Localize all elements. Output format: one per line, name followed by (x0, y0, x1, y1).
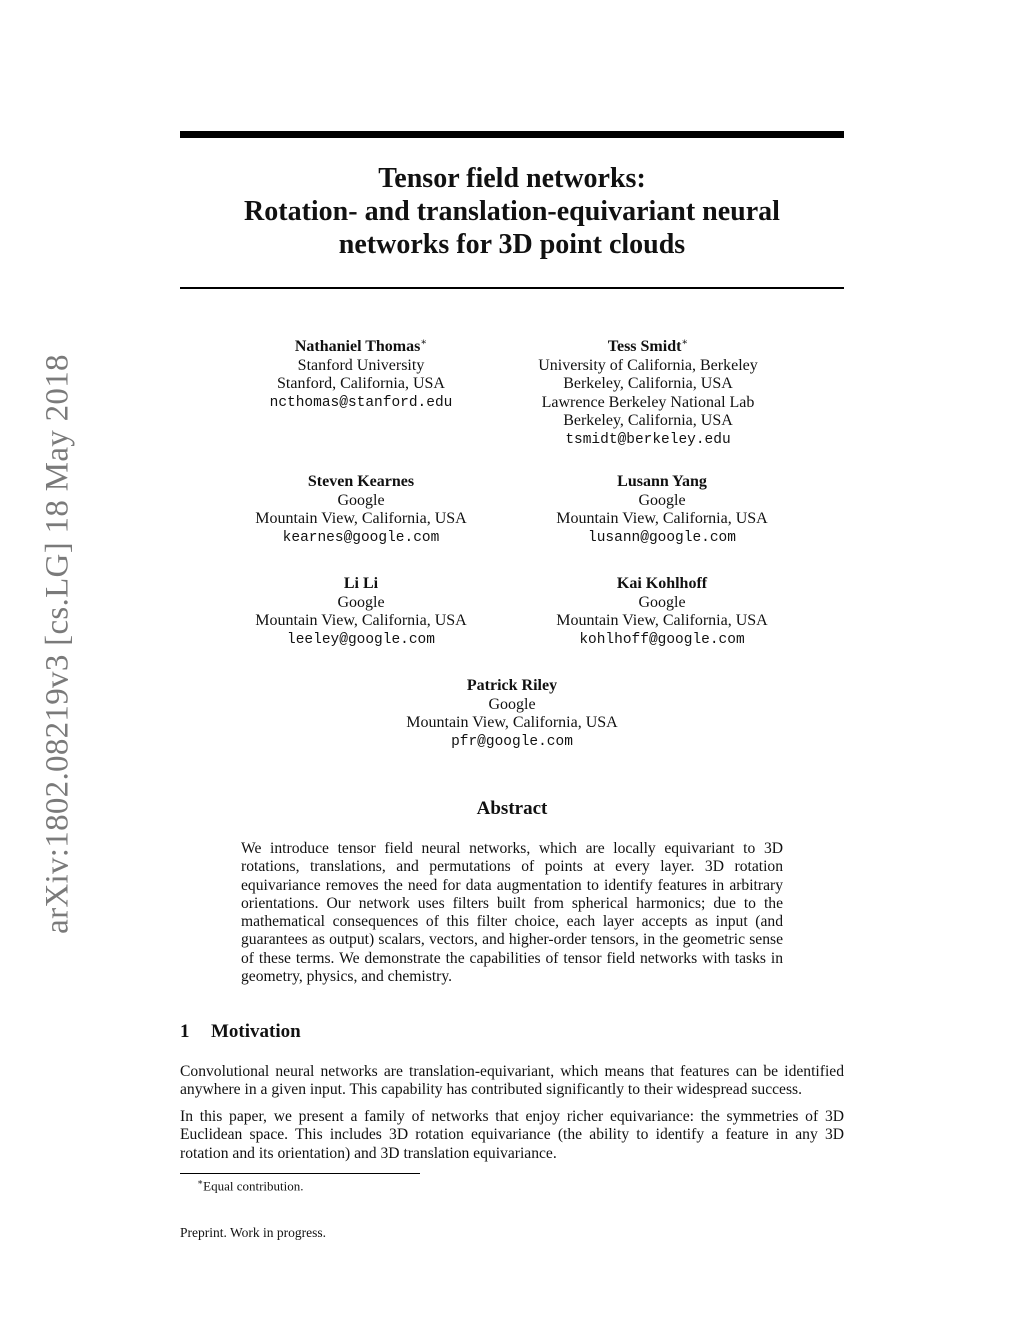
abstract-text: We introduce tensor field neural networks, which are locally equivariant to 3D rotations, translations, and permutations of points at every layer. 3D rotation equivariance removes the need for data augmentation to identify features in arbitrary orientations. Our network uses filters built from spherical harmonics; due to the mathematical consequences of this filter choice, each layer accepts as input (and guarantees as output) scalars, vectors, and higher-order tensors, in the geometric sense of these terms. We demonstrate the capabilities of tensor field networks with tasks in geometry, physics, and chemistry. (241, 840, 783, 986)
author-affiliation: Google (488, 695, 536, 713)
paragraph: Convolutional neural networks are translation-equivariant, which means that features can be identified anywhere in a given input. This capability has contributed significantly to their widespread success. (180, 1063, 844, 1099)
author-block (488, 334, 808, 449)
author-block (201, 334, 521, 412)
author-affiliation: Google (337, 491, 385, 509)
title-top-rule (180, 131, 844, 138)
title-bottom-rule (180, 287, 844, 289)
author-name: Nathaniel Thomas (294, 338, 421, 355)
author-email[interactable]: ncthomas@stanford.edu (269, 394, 453, 411)
abstract-heading: Abstract (476, 798, 548, 819)
author-email[interactable]: pfr@google.com (451, 733, 573, 750)
author-affiliation: Stanford University (297, 356, 425, 374)
author-email[interactable]: tsmidt@berkeley.edu (565, 431, 731, 448)
section-number: 1 (180, 1021, 190, 1042)
author-affiliation: Google (638, 491, 686, 509)
author-affiliation: Lawrence Berkeley National Lab (541, 393, 755, 411)
author-location: Berkeley, California, USA (563, 375, 733, 392)
preprint-note: Preprint. Work in progress. (180, 1225, 327, 1240)
author-block (201, 473, 521, 547)
equal-contribution-mark: ∗ (420, 337, 428, 348)
author-location: Mountain View, California, USA (255, 510, 467, 527)
author-email[interactable]: lusann@google.com (588, 529, 736, 546)
author-location: Mountain View, California, USA (556, 510, 768, 527)
author-location: Mountain View, California, USA (255, 612, 467, 629)
title-line-3: networks for 3D point clouds (338, 229, 686, 260)
author-affiliation: University of California, Berkeley (538, 356, 758, 374)
author-name: Patrick Riley (466, 677, 558, 694)
author-location: Mountain View, California, USA (406, 714, 618, 731)
author-name: Li Li (343, 575, 379, 592)
section-heading (180, 1021, 301, 1043)
author-block (502, 473, 822, 547)
paper-title (180, 162, 844, 261)
author-block (352, 677, 672, 751)
author-name: Tess Smidt (607, 338, 682, 355)
title-line-1: Tensor field networks: (378, 163, 646, 194)
author-location: Stanford, California, USA (277, 375, 445, 392)
author-block (502, 575, 822, 649)
author-email[interactable]: kearnes@google.com (282, 529, 440, 546)
footnote-mark: ∗ (197, 1177, 204, 1187)
section-title: Motivation (211, 1021, 301, 1042)
author-name: Kai Kohlhoff (616, 575, 708, 592)
author-affiliation: Google (337, 593, 385, 611)
author-email[interactable]: leeley@google.com (287, 631, 435, 648)
author-name: Lusann Yang (617, 473, 707, 490)
footnote-rule (180, 1173, 420, 1174)
author-location: Berkeley, California, USA (563, 412, 733, 429)
paragraph: In this paper, we present a family of networks that enjoy richer equivariance: the symmetries of 3D Euclidean space. This includes 3D rotation equivariance (the ability to identify a feature in any 3D rotation and its orientation) and 3D translation equivariance. (180, 1108, 844, 1162)
author-block (201, 575, 521, 649)
author-affiliation: Google (638, 593, 686, 611)
author-email[interactable]: kohlhoff@google.com (579, 631, 745, 648)
arxiv-stamp: arXiv:1802.08219v3 [cs.LG] 18 May 2018 (39, 354, 76, 934)
footnote (197, 1177, 304, 1194)
footnote-text: Equal contribution. (203, 1178, 304, 1194)
author-name: Steven Kearnes (307, 473, 415, 490)
equal-contribution-mark: ∗ (681, 337, 689, 348)
author-location: Mountain View, California, USA (556, 612, 768, 629)
title-line-2: Rotation- and translation-equivariant neural (244, 196, 780, 227)
